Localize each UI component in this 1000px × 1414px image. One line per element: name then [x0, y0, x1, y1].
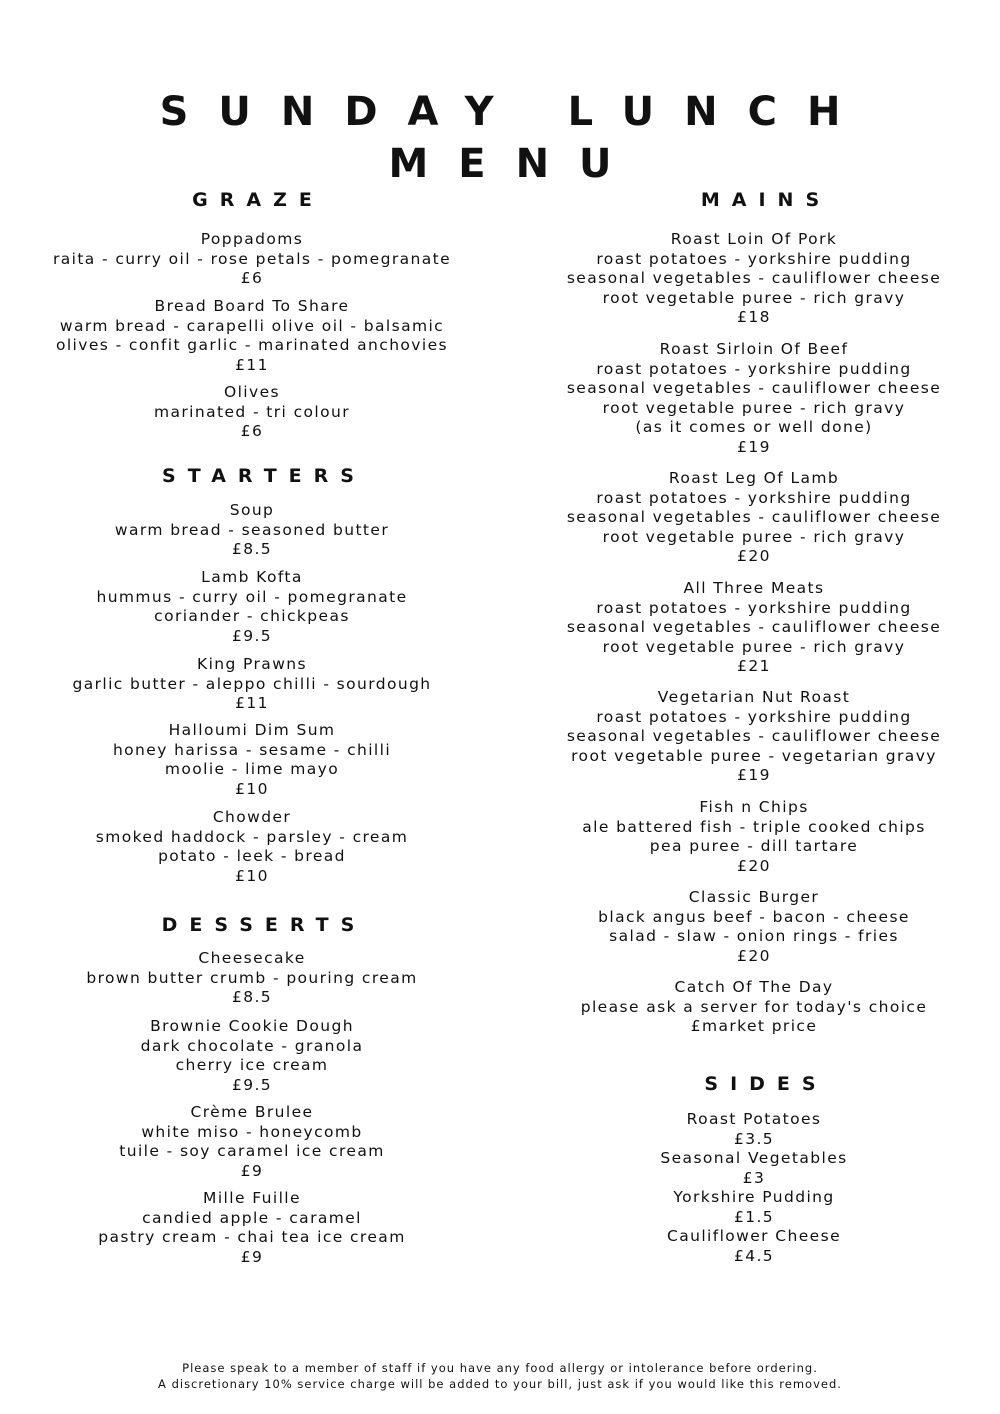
item-description: root vegetable puree - rich gravy	[602, 527, 906, 546]
item-description: root vegetable puree - vegetarian gravy	[571, 746, 937, 765]
item-price: £market price	[690, 1017, 818, 1035]
menu-item	[52, 1103, 452, 1181]
item-name: Roast Sirloin Of Beef	[659, 340, 849, 358]
item-description: root vegetable puree - rich gravy	[602, 637, 906, 656]
item-price: £1.5	[733, 1207, 775, 1226]
item-name: Crème Brulee	[190, 1103, 314, 1121]
item-name: Chowder	[212, 808, 292, 826]
item-description: seasonal vegetables - cauliflower cheese	[566, 727, 942, 745]
item-name: Catch Of The Day	[674, 978, 834, 996]
item-description: smoked haddock - parsley - cream	[95, 827, 409, 846]
item-description: potato - leek - bread	[158, 847, 346, 865]
item-price: £19	[737, 437, 771, 456]
item-description: ale battered fish - triple cooked chips	[582, 817, 926, 836]
item-description: dark chocolate - granola	[140, 1036, 364, 1055]
item-description: pastry cream - chai tea ice cream	[98, 1228, 406, 1246]
item-description: roast potatoes - yorkshire pudding	[596, 598, 912, 617]
menu-item	[554, 798, 954, 876]
item-name: Vegetarian Nut Roast	[657, 688, 851, 706]
item-price: £9.5	[231, 626, 273, 645]
item-description: seasonal vegetables - cauliflower cheese	[566, 269, 942, 287]
desserts-heading: DESSERTS	[161, 914, 367, 936]
item-price: £8.5	[231, 988, 273, 1006]
item-name: Cauliflower Cheese	[666, 1227, 842, 1245]
item-description: seasonal vegetables - cauliflower cheese	[566, 618, 942, 636]
item-description: white miso - honeycomb	[141, 1122, 363, 1141]
starters-heading: STARTERS	[162, 465, 366, 487]
item-price: £9.5	[231, 1075, 273, 1094]
menu-item	[554, 978, 954, 1037]
item-description: root vegetable puree - rich gravy	[602, 288, 906, 307]
footer-notice	[0, 1361, 1000, 1392]
item-name: Halloumi Dim Sum	[168, 721, 336, 739]
item-name: Poppadoms	[200, 230, 304, 248]
item-price: £6	[240, 422, 264, 440]
item-name: Seasonal Vegetables	[660, 1149, 848, 1167]
item-price: £8.5	[231, 540, 273, 558]
item-description: tuile - soy caramel ice cream	[119, 1142, 385, 1160]
menu-item	[554, 340, 954, 457]
item-description: olives - confit garlic - marinated anchovies	[55, 336, 449, 354]
item-name: Bread Board To Share	[154, 297, 350, 315]
item-price: £4.5	[733, 1246, 775, 1265]
item-price: £20	[737, 946, 771, 965]
item-description: hummus - curry oil - pomegranate	[96, 587, 408, 606]
item-description: raita - curry oil - rose petals - pomegranate	[52, 249, 452, 268]
menu-item	[52, 297, 452, 375]
item-description: please ask a server for today's choice	[580, 997, 928, 1016]
sides-list	[554, 1110, 954, 1266]
item-description: black angus beef - bacon - cheese	[598, 907, 910, 926]
item-description: warm bread - seasoned butter	[114, 520, 390, 539]
item-name: Olives	[224, 383, 280, 401]
item-description: roast potatoes - yorkshire pudding	[596, 359, 912, 378]
item-description: roast potatoes - yorkshire pudding	[596, 488, 912, 507]
item-description: garlic butter - aleppo chilli - sourdough	[72, 674, 432, 693]
mains-heading: MAINS	[700, 189, 832, 211]
item-description: marinated - tri colour	[154, 402, 350, 421]
item-price: £10	[235, 866, 269, 885]
item-description: moolie - lime mayo	[164, 760, 340, 778]
menu-item	[554, 469, 954, 567]
menu-item	[554, 888, 954, 966]
allergy-notice: Please speak to a member of staff if you have any food allergy or intolerance before ordering.	[182, 1361, 818, 1375]
menu-item	[52, 808, 452, 886]
item-price: £3	[742, 1168, 766, 1187]
item-name: Roast Potatoes	[686, 1110, 822, 1128]
item-price: £9	[240, 1161, 264, 1180]
menu-item	[554, 230, 954, 328]
item-description: salad - slaw - onion rings - fries	[609, 927, 899, 945]
item-name: Yorkshire Pudding	[673, 1188, 835, 1206]
menu-item	[52, 1017, 452, 1095]
graze-section	[52, 187, 452, 213]
item-description: pea puree - dill tartare	[649, 837, 859, 855]
menu-item	[52, 949, 452, 1008]
item-name: Mille Fuille	[203, 1189, 301, 1207]
menu-item	[52, 721, 452, 799]
item-price: £18	[737, 308, 771, 326]
menu-item	[52, 568, 452, 646]
item-price: £20	[737, 856, 771, 875]
item-price: £19	[737, 766, 771, 784]
item-name: King Prawns	[197, 655, 307, 673]
item-price: £3.5	[733, 1129, 775, 1148]
item-price: £20	[737, 547, 771, 565]
service-charge-notice: A discretionary 10% service charge will be added to your bill, just ask if you would like this removed.	[158, 1376, 842, 1391]
item-description: root vegetable puree - rich gravy	[602, 398, 906, 417]
item-description: roast potatoes - yorkshire pudding	[596, 249, 912, 268]
menu-item	[52, 230, 452, 289]
item-description: honey harissa - sesame - chilli	[112, 740, 392, 759]
menu-item	[554, 688, 954, 786]
item-description: coriander - chickpeas	[154, 607, 350, 625]
item-description: seasonal vegetables - cauliflower cheese	[566, 508, 942, 526]
menu-item	[554, 579, 954, 677]
item-name: Cheesecake	[198, 949, 306, 967]
menu-item	[52, 655, 452, 714]
item-name: Roast Loin Of Pork	[670, 230, 838, 248]
item-name: Fish n Chips	[699, 798, 809, 816]
item-name: Brownie Cookie Dough	[150, 1017, 354, 1035]
item-name: Lamb Kofta	[201, 568, 303, 586]
item-description: brown butter crumb - pouring cream	[86, 968, 418, 987]
item-description: candied apple - caramel	[142, 1208, 362, 1227]
item-description: roast potatoes - yorkshire pudding	[596, 707, 912, 726]
item-price: £9	[240, 1247, 264, 1266]
item-price: £6	[240, 269, 264, 287]
menu-title: SUNDAY LUNCH MENU	[159, 89, 871, 187]
item-description: seasonal vegetables - cauliflower cheese	[566, 379, 942, 397]
graze-heading: GRAZE	[192, 189, 324, 211]
item-price: £10	[235, 779, 269, 798]
item-name: Roast Leg Of Lamb	[668, 469, 840, 487]
item-price: £21	[737, 657, 771, 675]
menu-item	[52, 1189, 452, 1267]
item-price: £11	[235, 355, 269, 374]
item-description: (as it comes or well done)	[635, 418, 873, 436]
menu-item	[52, 383, 452, 442]
item-name: Classic Burger	[688, 888, 820, 906]
item-price: £11	[235, 694, 269, 712]
item-description: cherry ice cream	[175, 1056, 329, 1074]
menu-item	[52, 501, 452, 560]
item-name: Soup	[229, 501, 275, 519]
item-name: All Three Meats	[683, 579, 825, 597]
sides-heading: SIDES	[704, 1073, 828, 1095]
item-description: warm bread - carapelli olive oil - balsamic	[59, 316, 445, 335]
